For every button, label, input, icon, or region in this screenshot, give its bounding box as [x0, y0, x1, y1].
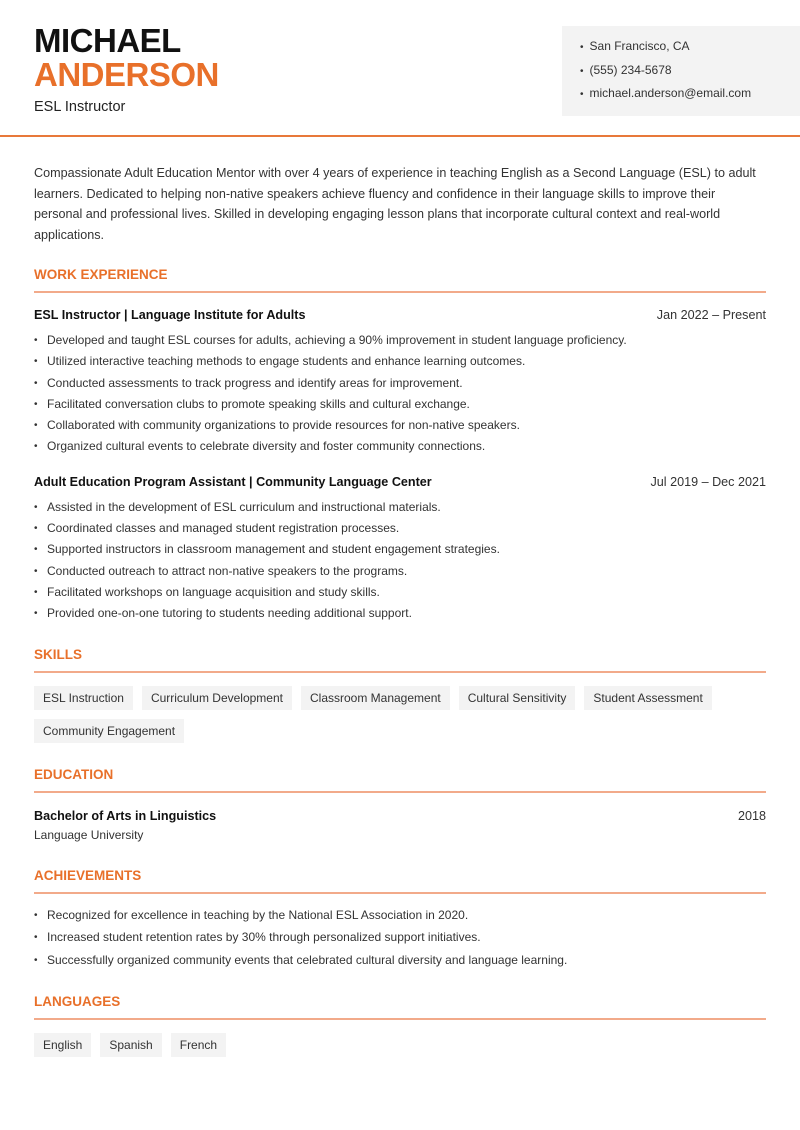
bullet: • Utilized interactive teaching methods to engage students and enhance learning outcomes. [34, 351, 766, 372]
bullet: • Increased student retention rates by 30% through personalized support initiatives. [34, 927, 766, 950]
bullet: • Assisted in the development of ESL curriculum and instructional materials. [34, 497, 766, 518]
bullet: • Supported instructors in classroom management and student engagement strategies. [34, 539, 766, 560]
section-heading-languages: LANGUAGES [34, 994, 766, 1020]
bullet: • Coordinated classes and managed student registration processes. [34, 518, 766, 539]
degree: Bachelor of Arts in Linguistics [34, 808, 217, 823]
job-role: ESL Instructor | Language Institute for Adults [34, 308, 306, 322]
bullet: • Provided one-on-one tutoring to students needing additional support. [34, 603, 766, 624]
skill-tag: Cultural Sensitivity [459, 686, 576, 710]
contact-phone: • (555) 234-5678 [580, 62, 800, 86]
school-name: Language University [34, 827, 144, 842]
education-header [34, 806, 766, 826]
job-header [34, 305, 766, 325]
summary: Compassionate Adult Education Mentor with over 4 years of experience in teaching English as a Second Language (ESL) to adult learners. Dedicated to helping non-native speakers achieve fluency and confidence in their language skills to improve their personal and professional lives. Skilled in developing engaging lesson plans that incorporate cultural context and real-world applications. [34, 166, 756, 242]
section-heading-work: WORK EXPERIENCE [34, 267, 766, 293]
resume-header [0, 0, 800, 137]
skills-list [34, 686, 766, 743]
bullet: • Organized cultural events to celebrate diversity and foster community connections. [34, 436, 766, 457]
last-name: ANDERSON [34, 56, 219, 93]
job-header [34, 472, 766, 492]
contact-email: • michael.anderson@email.com [580, 85, 800, 109]
job-dates: Jul 2019 – Dec 2021 [650, 474, 766, 489]
skill-tag: Community Engagement [34, 719, 184, 743]
bullet: • Recognized for excellence in teaching by the National ESL Association in 2020. [34, 905, 766, 928]
skill-tag: Student Assessment [584, 686, 711, 710]
skill-tag: ESL Instruction [34, 686, 133, 710]
contact-box [562, 26, 800, 116]
job-bullets [34, 497, 766, 625]
bullet: • Conducted assessments to track progress and identify areas for improvement. [34, 373, 766, 394]
first-name: MICHAEL [34, 22, 181, 59]
language-tag: Spanish [100, 1033, 161, 1057]
section-heading-achievements: ACHIEVEMENTS [34, 868, 766, 894]
job-dates: Jan 2022 – Present [656, 308, 766, 322]
bullet: • Developed and taught ESL courses for adults, achieving a 90% improvement in student language proficiency. [34, 330, 766, 351]
language-tag: English [34, 1033, 91, 1057]
achievements-list [34, 905, 766, 973]
job-title: ESL Instructor [34, 99, 126, 115]
languages-list [34, 1033, 766, 1057]
skill-tag: Curriculum Development [142, 686, 292, 710]
section-heading-skills: SKILLS [34, 647, 766, 673]
skill-tag: Classroom Management [301, 686, 450, 710]
bullet: • Conducted outreach to attract non-native speakers to the programs. [34, 561, 766, 582]
bullet: • Collaborated with community organizations to provide resources for non-native speakers. [34, 415, 766, 436]
bullet: • Facilitated workshops on language acquisition and study skills. [34, 582, 766, 603]
contact-location: • San Francisco, CA [580, 38, 800, 62]
bullet: • Successfully organized community events that celebrated cultural diversity and language learning. [34, 950, 766, 973]
job-bullets [34, 330, 766, 458]
job-role: Adult Education Program Assistant | Community Language Center [34, 474, 432, 489]
section-heading-education: EDUCATION [34, 767, 766, 793]
graduation-year: 2018 [737, 808, 766, 823]
language-tag: French [171, 1033, 226, 1057]
bullet: • Facilitated conversation clubs to promote speaking skills and cultural exchange. [34, 394, 766, 415]
